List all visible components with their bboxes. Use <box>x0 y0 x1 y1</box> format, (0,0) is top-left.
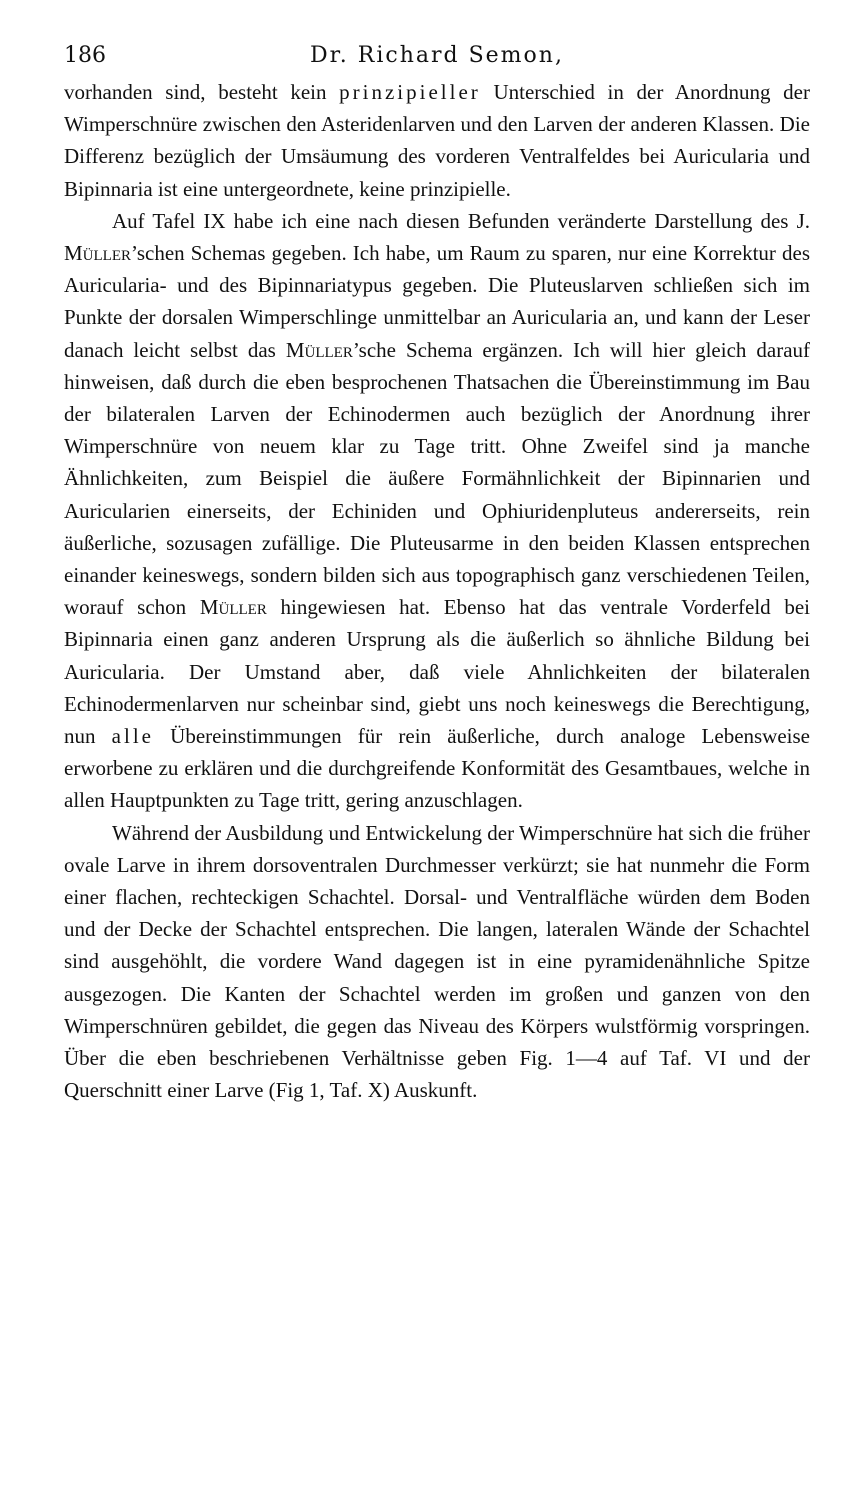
author-name-mueller: Müller <box>285 337 353 362</box>
paragraph-2-text-e: ’sche Schema ergänzen. Ich will hier gleich darauf hinweisen, daß durch die eben besprochenen Thatsachen die Übereinstimmung im Bau der bilateralen Larven der Echinodermen auch bezüglich der Anordnung ihrer Wimperschnüre von neuem klar zu Tage tritt. Ohne Zweifel sind ja manche Ähnlichkeiten, zum Beispiel die äußere Formähnlichkeit der Bipinnarien und Auricularien einerseits, der Echiniden und Ophiuridenpluteus andererseits, rein äußerliche, sozusagen zufällige. Die Pluteusarme in den beiden Klassen entsprechen einander keineswegs, sondern bilden sich aus topographisch ganz verschiedenen Teilen, worauf schon <box>64 337 811 620</box>
paragraph-2-text-i: Übereinstimmungen für rein äußerliche, durch analoge Lebensweise erworbene zu erklären und die durchgreifende Konformität des Gesamtbaues, welche in allen Hauptpunkten zu Tage tritt, gering anzuschlagen. <box>64 724 810 813</box>
page-number: 186 <box>64 43 106 68</box>
author-name-mueller: Müller <box>64 241 131 266</box>
running-head-title: Dr. Richard Semon, <box>310 43 564 68</box>
body-text <box>64 76 810 1107</box>
paragraph-3: Während der Ausbildung und Entwickelung der Wimperschnüre hat sich die früher ovale Larve in ihrem dorsoventralen Durchmesser verkürzt; sie hat nunmehr die Form einer flachen, rechteckigen Schachtel. Dorsal- und Ventralfläche würden dem Boden und der Decke der Schachtel entsprechen. Die langen, lateralen Wände der Schachtel sind ausgehöhlt, die vordere Wand dagegen ist in eine pyramidenähnliche Spitze ausgezogen. Die Kanten der Schachtel werden im großen und ganzen von den Wimperschnüren gebildet, die gegen das Niveau des Körpers wulstförmig vorspringen. Über die eben beschriebenen Verhältnisse geben Fig. 1—4 auf Taf. VI und der Querschnitt einer Larve (Fig 1, Taf. X) Auskunft. <box>64 820 810 1103</box>
author-name-mueller: Müller <box>199 595 267 620</box>
paragraph-2-text-c: ’schen Schemas gegeben. Ich habe, um Raum zu sparen, nur eine Korrektur des Auricularia- und des Bipinnariatypus gegeben. Die Pluteuslarven schließen sich im Punkte der dorsalen Wimperschlinge unmittelbar an Auricularia an, und kann der Leser danach leicht selbst das <box>64 241 810 362</box>
emphasis-alle: alle <box>111 724 154 749</box>
paragraph-1 <box>64 76 810 205</box>
emphasis-prinzipieller: prinzipieller <box>339 80 481 104</box>
running-head <box>64 36 810 76</box>
paragraph-2 <box>64 205 810 817</box>
page <box>64 36 810 1107</box>
paragraph-1-text-c: Unterschied in der Anordnung der Wimperschnüre zwischen den Asteridenlarven und den Larven der anderen Klassen. Die Differenz bezüglich der Umsäumung des vorderen Ventralfeldes bei Auricularia und Bipinnaria ist eine untergeordnete, keine prinzipielle. <box>64 80 810 201</box>
paragraph-1-text-a: vorhanden sind, besteht kein <box>64 80 340 104</box>
paragraph-2-text-g: hingewiesen hat. Ebenso hat das ventrale Vorderfeld bei Bipinnaria einen ganz anderen Ursprung als die äußerlich so ähnliche Bildung bei Auricularia. Der Umstand aber, daß viele Ahnlichkeiten der bilateralen Echinodermenlarven nur scheinbar sind, giebt uns noch keineswegs die Berechtigung, nun <box>64 595 810 749</box>
paragraph-2-text-a: Auf Tafel IX habe ich eine nach diesen Befunden veränderte Darstellung des J. <box>112 208 810 233</box>
